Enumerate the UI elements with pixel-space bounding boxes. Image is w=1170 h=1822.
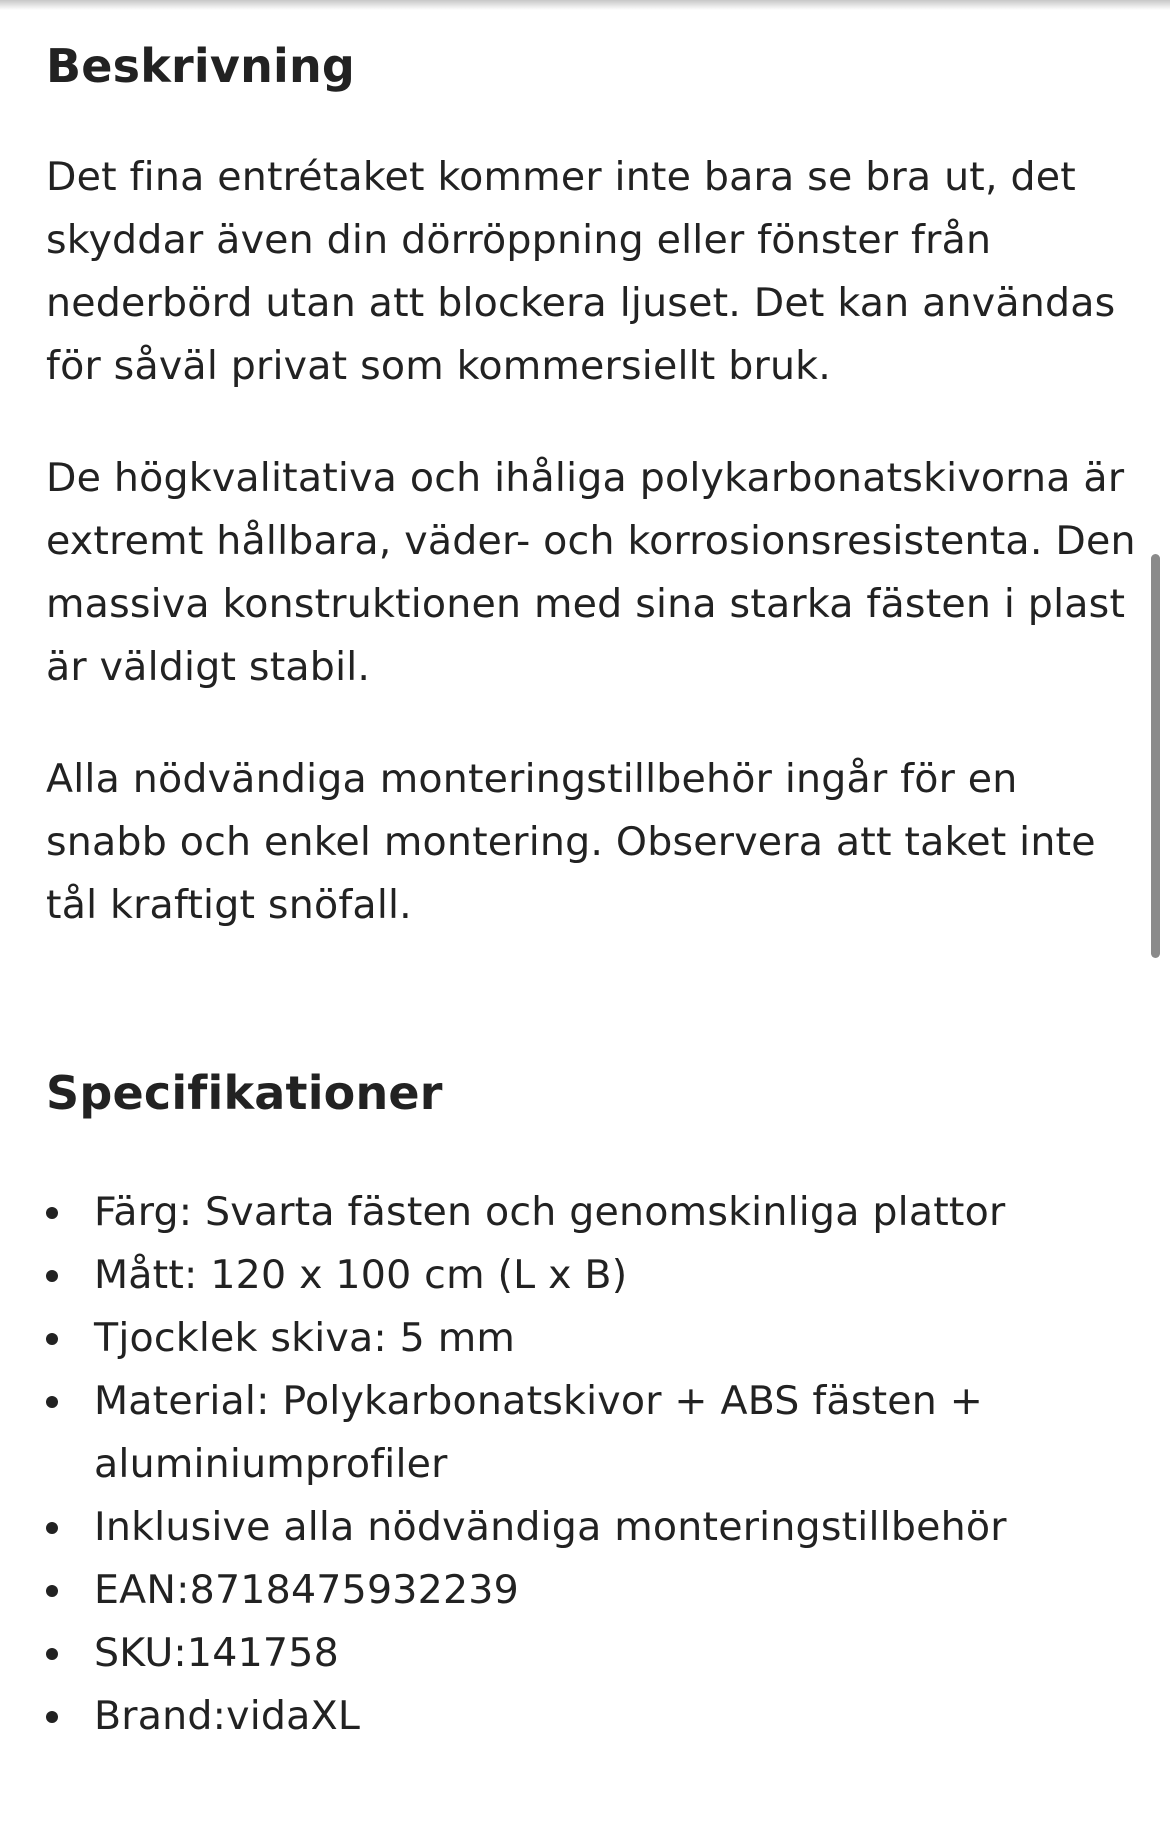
bullet-icon <box>46 1585 58 1597</box>
spec-item-text: Färg: Svarta fästen och genomskinliga plattor <box>94 1189 1006 1235</box>
spec-item-text: Brand:vidaXL <box>94 1693 361 1739</box>
product-details <box>46 36 1136 1748</box>
spec-item-text: Inklusive alla nödvändiga monteringstillbehör <box>94 1504 1007 1550</box>
top-shadow <box>0 0 1170 10</box>
spec-item <box>46 1496 1136 1559</box>
spec-item-text: Tjocklek skiva: 5 mm <box>94 1315 516 1361</box>
bullet-icon <box>46 1270 58 1282</box>
spec-item <box>46 1244 1136 1307</box>
spec-item-text: EAN:8718475932239 <box>94 1567 519 1613</box>
description-paragraph: De högkvalitativa och ihåliga polykarbonatskivorna är extremt hållbara, väder- och korrosionsresistenta. Den massiva konstruktionen med sina starka fästen i plast är väldigt stabil. <box>46 455 1136 690</box>
spec-item <box>46 1685 1136 1748</box>
spec-item <box>46 1559 1136 1622</box>
bullet-icon <box>46 1207 58 1219</box>
specifications-list <box>46 1181 1136 1748</box>
bullet-icon <box>46 1396 58 1408</box>
description-paragraph: Det fina entrétaket kommer inte bara se bra ut, det skyddar även din dörröppning eller fönster från nederbörd utan att blockera ljuset. Det kan användas för såväl privat som kommersiellt bruk. <box>46 154 1116 389</box>
spec-item <box>46 1307 1136 1370</box>
spec-item <box>46 1370 1136 1496</box>
spec-item <box>46 1181 1136 1244</box>
bullet-icon <box>46 1333 58 1345</box>
vertical-scrollbar[interactable] <box>1151 554 1160 958</box>
spec-item-text: Material: Polykarbonatskivor + ABS fästen + aluminiumprofiler <box>94 1378 984 1487</box>
bullet-icon <box>46 1522 58 1534</box>
spec-item <box>46 1622 1136 1685</box>
description-heading: Beskrivning <box>46 39 356 93</box>
description-paragraph: Alla nödvändiga monteringstillbehör ingår för en snabb och enkel montering. Observera att taket inte tål kraftigt snöfall. <box>46 756 1096 928</box>
bullet-icon <box>46 1711 58 1723</box>
bullet-icon <box>46 1648 58 1660</box>
specifications-heading: Specifikationer <box>46 1066 443 1120</box>
spec-item-text: Mått: 120 x 100 cm (L x B) <box>94 1252 628 1298</box>
spec-item-text: SKU:141758 <box>94 1630 339 1676</box>
